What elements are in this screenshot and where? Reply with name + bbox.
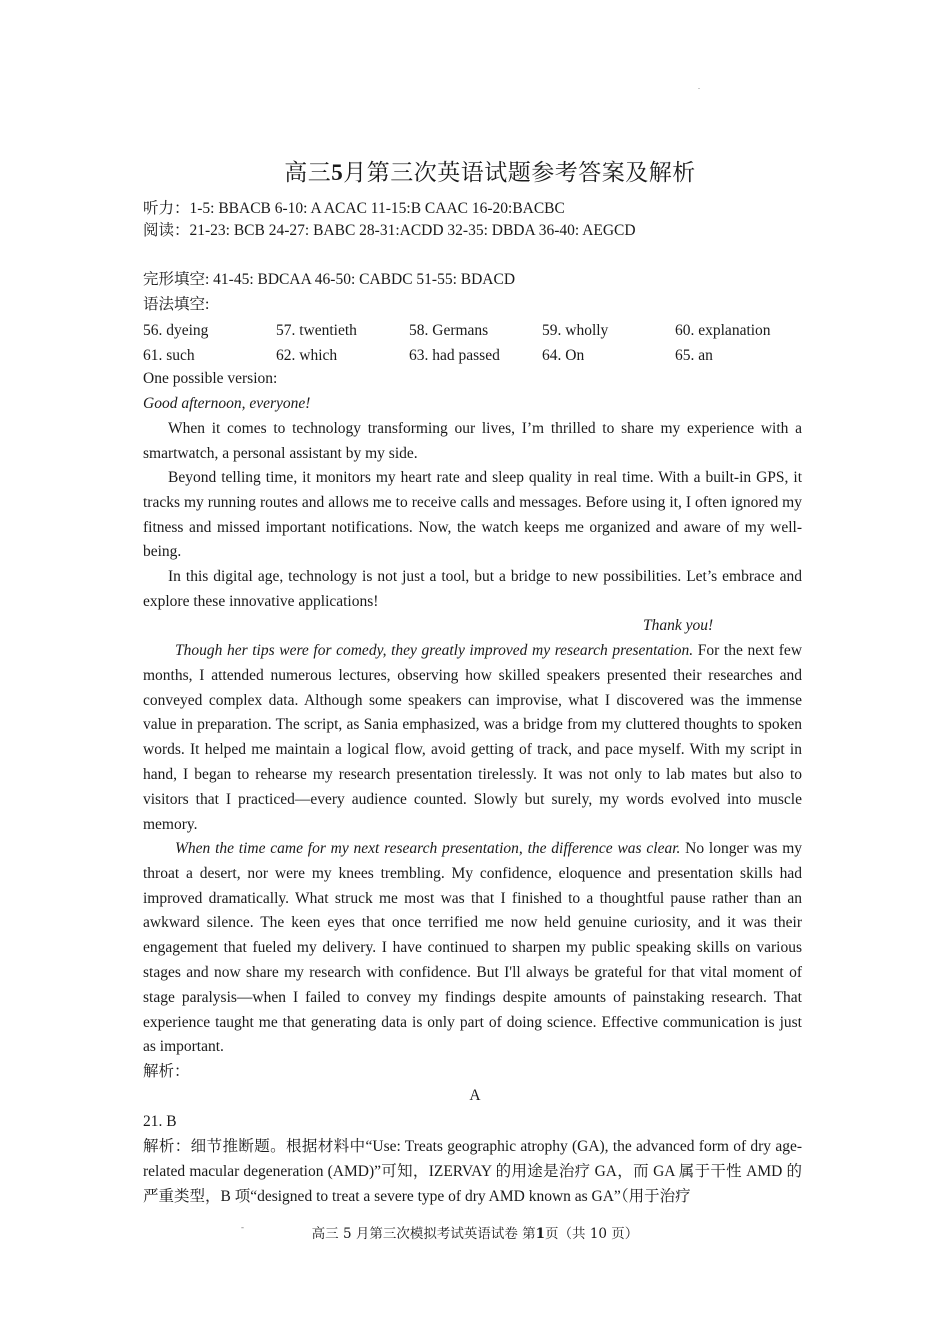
grammar-answer: 59. wholly <box>542 322 609 339</box>
section-letter: A <box>469 1087 481 1104</box>
grammar-answer: 57. twentieth <box>276 322 357 339</box>
essay-paragraph-3: In this digital age, technology is not just a tool, but a bridge to new possibilities. Let’s embrace and explore these innovative applications! <box>143 568 802 610</box>
grammar-answer: 62. which <box>276 346 338 364</box>
grammar-answer: 61. such <box>143 346 195 364</box>
title-part: 月第三次英语试题参考答案及解析 <box>343 160 696 185</box>
reading-answers: 阅读：21-23: BCB 24-27: BABC 28-31:ACDD 32-35: DBDA 36-40: AEGCD <box>143 222 636 239</box>
version-label: One possible version: <box>143 370 278 387</box>
continuation-paragraph-1 <box>143 639 802 837</box>
grammar-answer: 64. On <box>542 346 585 364</box>
listening-answers: 听力：1-5: BBACB 6-10: A ACAC 11-15:B CAAC 16-20:BACBC <box>143 200 565 217</box>
essay-paragraph-2: Beyond telling time, it monitors my heart rate and sleep quality in real time. With a built-in GPS, it tracks my running routes and allows me to receive calls and messages. Before using it, I often ignored my fitness and missed important notifications. Now, the watch keeps me organized and aware of my well-being. <box>143 469 802 561</box>
essay-thanks: Thank you! <box>643 617 714 634</box>
cloze-answers: 完形填空: 41-45: BDCAA 46-50: CABDC 51-55: BDACD <box>143 271 516 288</box>
question-21-explanation: 解析：细节推断题。根据材料中“Use: Treats geographic atrophy (GA), the advanced form of dry age-related macular degeneration (AMD)”可知，IZERVAY 的用途是治疗 GA，而 GA 属于干性 AMD 的严重类型，B 项“designed to treat a severe type of dry AMD known as GA”（用于治疗 <box>143 1138 802 1205</box>
grammar-answer: 60. explanation <box>675 322 771 339</box>
title-part: 高三 <box>284 160 332 185</box>
page-footer <box>0 1222 950 1242</box>
essay-greeting: Good afternoon, everyone! <box>143 395 311 412</box>
paragraph-lead-sentence: Though her tips were for comedy, they greatly improved my research presentation. <box>175 642 694 659</box>
continuation-paragraph-2 <box>143 837 802 1060</box>
page-title <box>0 154 950 187</box>
analysis-label: 解析： <box>143 1063 190 1080</box>
paragraph-lead-sentence: When the time came for my next research presentation, the difference was clear. <box>175 840 681 857</box>
paragraph-body: For the next few months, I attended numerous lectures, observing how skilled speakers presented their researches and conveyed complex data. Although some speakers can improvise, what I discovered was the immense value in preparation. The script, as Sania emphasized, was a bridge from my cluttered thoughts to spoken words. It helped me maintain a logical flow, avoid getting of track, and pace myself. With my script in hand, I began to rehearse my research presentation tirelessly. It was not only to lab mates but also to visitors that I practiced—every audience counted. Slowly but surely, my words evolved into muscle memory. <box>143 642 803 833</box>
grammar-row <box>143 344 843 369</box>
grammar-answer: 65. an <box>675 346 713 364</box>
grammar-answers-grid <box>143 319 843 369</box>
grammar-row <box>143 319 843 344</box>
grammar-answer: 63. had passed <box>409 346 500 364</box>
grammar-label: 语法填空: <box>143 296 210 313</box>
footer-text: 高三 5 月第三次模拟考试英语试卷 第 <box>311 1226 536 1242</box>
grammar-answer: 56. dyeing <box>143 322 209 339</box>
essay-paragraph-1: When it comes to technology transforming our lives, I’m thrilled to share my experience with a smartwatch, a personal assistant by my side. <box>143 420 802 462</box>
scan-mark: . <box>698 82 700 91</box>
question-21-answer: 21. B <box>143 1113 177 1130</box>
grammar-answer: 58. Germans <box>409 322 489 339</box>
scan-mark: - <box>241 1222 244 1232</box>
page-number: 1 <box>535 1226 546 1242</box>
paragraph-body: No longer was my throat a desert, nor were my knees trembling. My confidence, eloquence and presentation skills had improved dramatically. What struck me most was that I finished to a thoughtful pause rather than an awkward silence. The keen eyes that once terrified me now held genuine curiosity, and it was their engagement that fueled my delivery. I have continued to sharpen my public speaking skills on various stages and now share my research with confidence. But I'll always be grateful for that vital moment of stage paralysis—when I failed to convey my findings despite amounts of painstaking research. That experience taught me that generating data is only part of doing science. Effective communication is just as important. <box>143 840 802 1056</box>
footer-text: 页（共 10 页） <box>545 1226 639 1242</box>
title-number: 5 <box>331 160 344 185</box>
